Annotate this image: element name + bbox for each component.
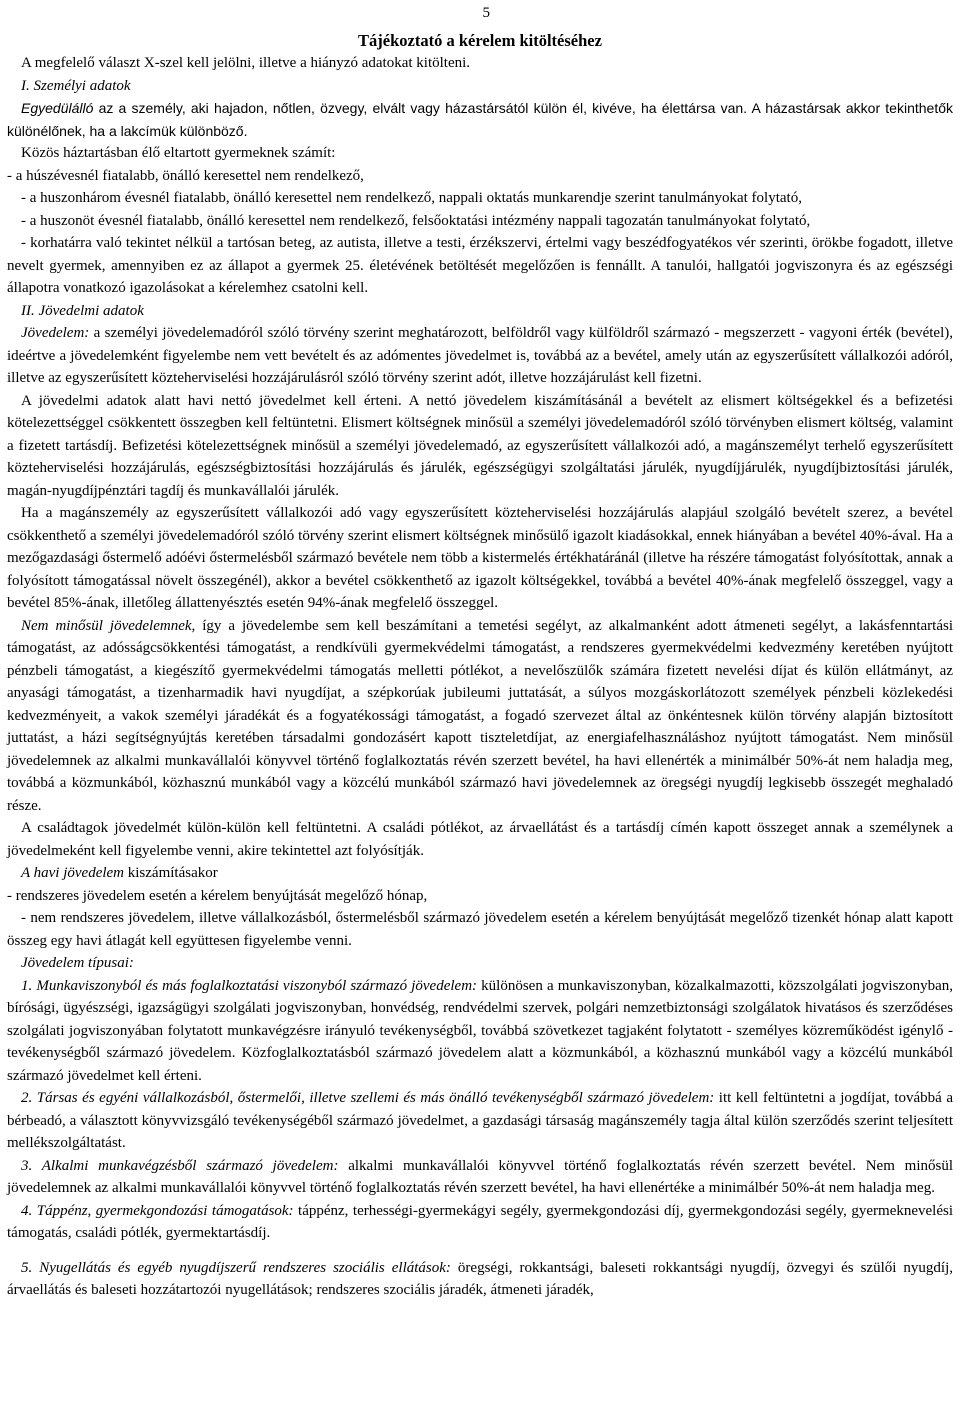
section-1-heading bbox=[7, 75, 953, 98]
nem-jovedelem-term: Nem minősül jövedelemnek, bbox=[21, 617, 196, 634]
jovedelem-text: a személyi jövedelemadóról szóló törvény szerint meghatározott, belföldről vagy külföldről származó - megszerzett - vagyoni érték (bevétel), ideértve a jövedelemként figyelembe nem vett bevételt és az adómentes jövedelmet is, továbbá az a bevétel, amely után az egyszerűsített vállalkozói adóról, illetve az egyszerűsített közteherviselési hozzájárulásról szóló törvény szerint adót, illetve hozzájárulást kell fizetni. bbox=[7, 325, 953, 386]
maganszemely-paragraph: Ha a magánszemély az egyszerűsített vállalkozói adó vagy egyszerűsített közteherviselési hozzájárulás alapjául szolgáló bevételt szerez, a bevétel csökkenthető a személyi jövedelemadóról szóló törvény szerint elismert költségnek minősülő igazolt kiadásokkal, ennek hiányában a bevétel 40%-ával. Ha a mezőgazdasági őstermelő adóévi őstermelésből származó bevétele nem több a kistermelés értékhatáránál (illetve ha részére támogatást folyósítottak, annak a folyósított támogatással növelt összegénél), akkor a bevétel csökkenthető az igazolt költségekkel, továbbá a bevétel 40%-ának megfelelő összeggel, vagy a bevétel 85%-ának, illetőleg állattenyésztés esetén 94%-ának megfelelő összeggel. bbox=[7, 505, 953, 611]
havi-jovedelem-term: A havi jövedelem bbox=[21, 865, 125, 881]
csaladtagok-paragraph: A családtagok jövedelmét külön-külön kell feltüntetni. A családi pótlékot, az árvaellátást és a tartásdíj címén kapott összeget annak a személynek a jövedelmeként kell figyelembe venni, akire tekintettel azt folyósítják. bbox=[7, 820, 953, 859]
egyedulallo-text: az a személy, aki hajadon, nőtlen, özvegy, elvált vagy házastársától külön él, kivéve, ha élettársa van. A házastársak akkor tekinthetők különélőnek, ha a lakcímük különböző. bbox=[7, 100, 953, 139]
egyedulallo-term: Egyedülálló bbox=[21, 100, 94, 116]
tipus-2-paragraph bbox=[7, 1087, 953, 1155]
jovedelem-definition bbox=[7, 322, 953, 390]
tipus-4-paragraph bbox=[7, 1200, 953, 1245]
tipus-5-paragraph bbox=[7, 1257, 953, 1302]
jovedelem-tipusai-heading bbox=[7, 952, 953, 975]
section-1-heading-text: I. Személyi adatok bbox=[21, 77, 131, 94]
jovedelem-term: Jövedelem: bbox=[21, 325, 90, 341]
page-title: Tájékoztató a kérelem kitöltéséhez bbox=[358, 31, 602, 50]
tipus-4-term: 4. Táppénz, gyermekgondozási támogatások: bbox=[21, 1202, 294, 1219]
eltartott-intro: Közös háztartásban élő eltartott gyermeknek számít: bbox=[21, 145, 336, 161]
tipus-2-term: 2. Társas és egyéni vállalkozásból, őstermelői, illetve szellemi és más önálló tevékenységből származó jövedelem: bbox=[21, 1090, 715, 1106]
tipus-3-paragraph bbox=[7, 1155, 953, 1200]
section-2-heading bbox=[7, 300, 953, 323]
tipus-5-text: öregségi, rokkantsági, baleseti rokkantsági nyugdíj, özvegyi és szülői nyugdíj, árvaellátás és baleseti hozzátartozói nyugellátások; rendszeres szociális járadék, átmeneti járadék, bbox=[7, 1259, 953, 1298]
eltartott-item-1: - a húszévesnél fiatalabb, önálló keresettel nem rendelkező, bbox=[7, 167, 364, 184]
jovedelem-tipusai-text: Jövedelem típusai: bbox=[21, 955, 134, 971]
nem-jovedelem-text: így a jövedelembe sem kell beszámítani a temetési segélyt, az alkalmanként adott átmeneti segélyt, a lakásfenntartási támogatást, az adósságcsökkentési támogatást, a rendkívüli gyermekvédelmi támogatást, a rendszeres gyermekvédelmi kedvezmény keretében nyújtott pénzbeli támogatást, a kiegészítő gyermekvédelmi támogatás melletti pótlékot, a nevelőszülők számára fizetett nevelési díjat és külön ellátmányt, az anyasági támogatást, a tizenharmadik havi nyugdíjat, a szépkorúak jubileumi juttatását, a súlyos mozgáskorlátozott személyek pénzbeli közlekedési kedvezményeit, a vakok személyi járadékát és a fogyatékossági támogatást, a fogadó szervezet által az önkéntesnek külön törvény alapján biztosított juttatást, a házi segítségnyújtás keretében társadalmi gondozásért kapott tiszteletdíjat, az energiafelhasználáshoz nyújtott támogatást. Nem minősül jövedelemnek az alkalmi munkavállalói könyvvel történő foglalkoztatás révén szerzett bevétel, ha havi ellenérték a minimálbér 50%-át nem haladja meg, továbbá a közmunkából, közhasznú munkából vagy a közcélú munkából származó havi jövedelemnek az öregségi nyugdíj legkisebb összegét meghaladó része. bbox=[7, 617, 953, 814]
netto-paragraph: A jövedelmi adatok alatt havi nettó jövedelmet kell érteni. A nettó jövedelem kiszámításánál a bevételt az elismert költségekkel és a befizetési kötelezettséggel csökkentett összegben kell feltüntetni. Elismert költségnek minősül a személyi jövedelemadóról szóló törvényben elismert költség, valamint a fizetett tartásdíj. Befizetési kötelezettségnek minősül a személyi jövedelemadó, az egyszerűsített vállalkozói adó, a magánszemélyt terhelő egyszerűsített közteherviselési hozzájárulás, egészségbiztosítási hozzájárulás és járulék, egészségügyi szolgáltatási járulék, nyugdíjjárulék, nyugdíjbiztosítási járulék, magán-nyugdíjpénztári tagdíj és munkavállalói járulék. bbox=[7, 392, 953, 499]
tipus-1-paragraph bbox=[7, 975, 953, 1088]
tipus-2-text: itt kell feltüntetni a jogdíjat, továbbá a bérbeadó, a választott könyvvizsgáló tevékenységéből származó jövedelmet, a gazdasági társaság magánszemély tagja által külön szerződés szerint teljesített mellékszolgáltatást. bbox=[7, 1090, 953, 1151]
havi-item-1: - rendszeres jövedelem esetén a kérelem benyújtását megelőző hónap, bbox=[7, 887, 428, 904]
tipus-5-term: 5. Nyugellátás és egyéb nyugdíjszerű rendszeres szociális ellátások: bbox=[21, 1259, 451, 1276]
tipus-3-term: 3. Alkalmi munkavégzésből származó jövedelem: bbox=[21, 1157, 339, 1174]
havi-jovedelem-text: kiszámításakor bbox=[124, 865, 218, 881]
tipus-1-text: különösen a munkaviszonyban, közalkalmazotti, közszolgálati jogviszonyban, bírósági, ügyészségi, igazságügyi szolgálati jogviszonyban, honvédség, rendvédelmi szervek, polgári nemzetbiztonsági szolgálatok hivatásos és szerződéses szolgálati jogviszonyában folytatott munkavégzésre irányuló tevékenységből, továbbá szövetkezet tagjaként folytatott - személyes közreműködést igénylő - tevékenységből származó jövedelem. Közfoglalkoztatásból származó jövedelem alatt a közmunkából, a közhasznú munkából vagy a közcélú munkából származó jövedelmet kell érteni. bbox=[7, 977, 953, 1084]
tipus-3-text: alkalmi munkavállalói könyvvel történő foglalkoztatás révén szerzett bevétel. Nem minősül jövedelemnek az alkalmi munkavállalói könyvvel történő foglalkoztatás révén szerzett bevétel, ha havi ellenértéke a minimálbér 50%-át nem haladja meg. bbox=[7, 1157, 953, 1196]
eltartott-item-2: - a huszonhárom évesnél fiatalabb, önálló keresettel nem rendelkező, nappali oktatás munkarendje szerint tanulmányokat folytató, bbox=[21, 190, 802, 206]
egyedulallo-paragraph bbox=[7, 97, 953, 142]
intro-text: A megfelelő választ X-szel kell jelölni, illetve a hiányzó adatokat kitölteni. bbox=[21, 55, 471, 71]
tipus-1-term: 1. Munkaviszonyból és más foglalkoztatási viszonyból származó jövedelem: bbox=[21, 977, 478, 994]
havi-item-2: - nem rendszeres jövedelem, illetve vállalkozásból, őstermelésből származó jövedelem esetén a kérelem benyújtását megelőző tizenkét hónap alatt kapott összeg egy havi átlagát kell együttesen figyelembe venni. bbox=[7, 910, 953, 949]
tipus-4-text: táppénz, terhességi-gyermekágyi segély, gyermekgondozási díj, gyermekgondozási segély, gyermeknevelési támogatás, családi pótlék, gyermektartásdíj. bbox=[7, 1202, 953, 1241]
eltartott-item-4: - korhatárra való tekintet nélkül a tartósan beteg, az autista, illetve a testi, érzékszervi, értelmi vagy beszédfogyatékos vér szerinti, örökbe fogadott, illetve nevelt gyermek, amennyiben ez az állapot a gyermek 25. életévének betöltését megelőzően is fennállt. A tanulói, hallgatói jogviszonyra és az egészségi állapotra vonatkozó igazolásokat a kérelemhez csatolni kell. bbox=[7, 235, 953, 296]
nem-jovedelem-paragraph bbox=[7, 615, 953, 818]
havi-jovedelem-heading bbox=[7, 862, 953, 885]
section-2-heading-text: II. Jövedelmi adatok bbox=[21, 302, 144, 319]
page-number: 5 bbox=[482, 5, 490, 21]
eltartott-item-3: - a huszonöt évesnél fiatalabb, önálló keresettel nem rendelkező, felsőoktatási intézmény nappali tagozatán tanulmányokat folytató, bbox=[21, 212, 811, 229]
